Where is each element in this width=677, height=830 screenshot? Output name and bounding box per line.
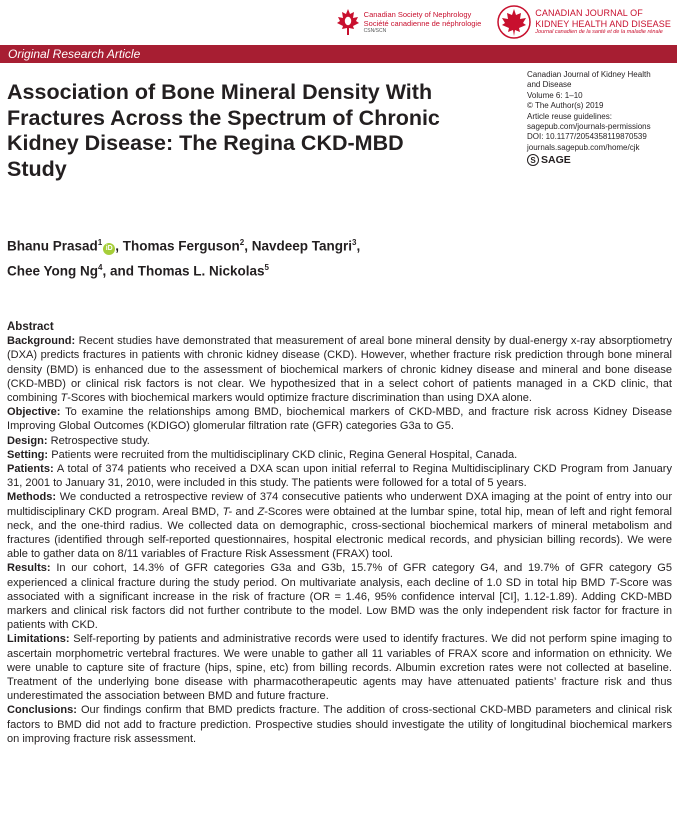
- meta-reuse-label: Article reuse guidelines:: [527, 111, 612, 121]
- abstract-results: [7, 561, 672, 632]
- affiliation-sup: 5: [264, 262, 269, 272]
- section-label: Limitations:: [7, 633, 70, 646]
- society-logo: [336, 8, 482, 36]
- section-text: Retrospective study.: [50, 434, 150, 447]
- meta-volume: Volume 6: 1–10: [527, 90, 583, 100]
- section-text: -Scores were obtained at the lumbar spine, total hip, mean of left and right femoral neck, and the one-third radius. We collected data on demographic, cross-sectional biochemical markers of mineral metabolism and fractures (identified through self-reported questionnaires, hospital electronic medical records, and physician billing records). We were able to gather data on 8/11 variables of Fracture Risk Assessment (FRAX) tool.: [7, 505, 672, 561]
- article-type-banner: Original Research Article: [0, 45, 677, 63]
- abstract-heading: Abstract: [7, 321, 54, 333]
- abstract-methods: [7, 490, 672, 561]
- maple-leaf-kidney-logo: [336, 8, 360, 36]
- meta-journal-line1: Canadian Journal of Kidney Health: [527, 70, 651, 79]
- author-name: Bhanu Prasad: [7, 238, 98, 254]
- journal-name-line2: KIDNEY HEALTH AND DISEASE: [535, 18, 671, 29]
- section-label: Conclusions:: [7, 704, 77, 717]
- italic-term: Z: [257, 505, 265, 518]
- meta-home-link[interactable]: journals.sagepub.com/home/cjk: [527, 142, 640, 152]
- section-text: Our findings confirm that BMD predicts fracture. The addition of cross-sectional CKD-MBD parameters and clinical risk factors to BMD did not add to fracture prediction. Prospective studies should investigate the utility of longitudinal biochemical markers on improving fracture risk assessment.: [7, 704, 672, 745]
- meta-journal-line2: and Disease: [527, 80, 572, 90]
- journal-name-line1: CANADIAN JOURNAL OF: [535, 8, 643, 18]
- section-text: We conducted a retrospective review of 374 consecutive patients who underwent DXA imaging at the point of entry into our multidisciplinary CKD program. Areal BMD,: [7, 491, 672, 518]
- sage-icon: S: [527, 154, 539, 166]
- section-label: Methods:: [7, 491, 57, 504]
- section-text: Self-reporting by patients and administrative records were used to identify fractures. We did not perform spine imaging to ascertain morphometric vertebral fractures. We were unable to gather all 11 variables of FRAX score and information on ethnicity. We were unable to capture site of fracture (hips, spine, etc) from billing records. Albumin excretion rates were not collected at baseline. Treatment of the underlying bone disease with pharmacotherapeutic agents may have attenuated patients’ fracture risk and thus underestimated the association between BMD and future fracture.: [7, 633, 672, 703]
- section-text: In our cohort, 14.3% of GFR categories G3a and G3b, 15.7% of GFR category G4, and 19.7% of GFR category G5 experienced a clinical fracture during the study period. On multivariate analysis, each decline of 1.0 SD in total hip BMD: [7, 562, 672, 589]
- section-label: Design:: [7, 434, 48, 447]
- section-text: Recent studies have demonstrated that measurement of areal bone mineral density by dual-energy x-ray absorptiometry (DXA) predicts fractures in patients with chronic kidney disease (CKD). However, whether fracture risk prediction through bone mineral density (BMD) is enhanced due to the assessment of biochemical markers of chronic kidney disease and mineral and bone disease (CKD-MBD) or clinical risk factors is not clear. We hypothesized that in a select cohort of patients managed in a CKD clinic, that combining: [7, 335, 672, 405]
- affiliation-sup: 3: [352, 238, 357, 247]
- meta-doi[interactable]: DOI: 10.1177/2054358119870539: [527, 132, 647, 142]
- journal-name-fr: Journal canadien de la santé et de la maladie rénale: [535, 29, 663, 35]
- section-text: To examine the relationships among BMD, biochemical markers of CKD-MBD, and fracture risk across Kidney Disease Improving Global Outcomes (KDIGO) glomerular filtration rate (GFR) categories G3a to G5.: [7, 406, 673, 433]
- abstract-patients: [7, 462, 672, 490]
- author-name: Thomas L. Nickolas: [137, 263, 265, 278]
- abstract-design: [7, 434, 672, 448]
- meta-reuse-link[interactable]: sagepub.com/journals-permissions: [527, 122, 651, 132]
- orcid-icon[interactable]: iD: [103, 243, 115, 255]
- section-text: -Score was associated with a significant increase in the risk of fracture (OR = 1.46, 95% confidence interval [CI], 1.12-1.89). Adding CKD-MBD markers and clinical risk factors did not further contribute to the model. Low BMD was the only independent risk factor for fracture in patients with CKD.: [7, 576, 672, 632]
- section-label: Patients:: [7, 463, 54, 476]
- section-text: A total of 374 patients who received a DXA scan upon initial referral to Regina Multidisciplinary CKD Program from January 31, 2001 to January 31, 2010, were included in this study. The patients were followed for a total of 5 years.: [7, 463, 672, 490]
- abstract-background: [7, 334, 672, 405]
- affiliation-sup: 1: [97, 238, 103, 247]
- abstract-setting: [7, 448, 672, 462]
- abstract: [7, 320, 672, 746]
- author-name: Chee Yong Ng: [7, 263, 99, 278]
- cjkhd-leaf-logo: [497, 5, 531, 39]
- journal-logo: [497, 5, 671, 39]
- meta-copyright: © The Author(s) 2019: [527, 101, 604, 111]
- abstract-objective: [7, 405, 672, 433]
- affiliation-sup: 2: [239, 238, 245, 247]
- society-name-en: Canadian Society of Nephrology: [363, 9, 472, 19]
- author-name: Thomas Ferguson: [122, 238, 240, 254]
- society-name-fr: Société canadienne de néphrologie: [363, 18, 482, 28]
- publisher-logo: [527, 154, 677, 166]
- section-label: Results:: [7, 562, 51, 575]
- article-title: Association of Bone Mineral Density With Fractures Across the Spectrum of Chronic Kidney Disease: The Regina CKD-MBD Study: [7, 80, 440, 181]
- society-abbrev: CSN/SCN: [363, 27, 387, 34]
- author-name: Navdeep Tangri: [251, 238, 353, 254]
- journal-metadata: [527, 70, 677, 166]
- publisher-name: SAGE: [541, 154, 571, 167]
- abstract-limitations: [7, 632, 672, 703]
- section-label: Objective:: [7, 406, 61, 419]
- author-list: Bhanu Prasad$^1$iD , Thomas Ferguson$^2$, Navdeep Tangri$^3$, Chee Yong Ng$^4$, and Thomas L. Nickolas$^5$: [7, 238, 361, 278]
- italic-term: T-: [222, 505, 233, 518]
- affiliation-sup: 4: [98, 262, 103, 272]
- section-label: Setting:: [7, 448, 49, 461]
- abstract-conclusions: [7, 703, 672, 746]
- section-text: and: [235, 505, 254, 518]
- section-label: Background:: [7, 335, 76, 348]
- italic-term: T: [609, 576, 616, 589]
- italic-term: T: [60, 392, 68, 405]
- section-text: Patients were recruited from the multidisciplinary CKD clinic, Regina General Hospital, Canada.: [51, 448, 518, 461]
- section-text: -Scores with biochemical markers would optimize fracture discrimination than using DXA alone.: [67, 392, 532, 405]
- header-logos: [336, 4, 671, 40]
